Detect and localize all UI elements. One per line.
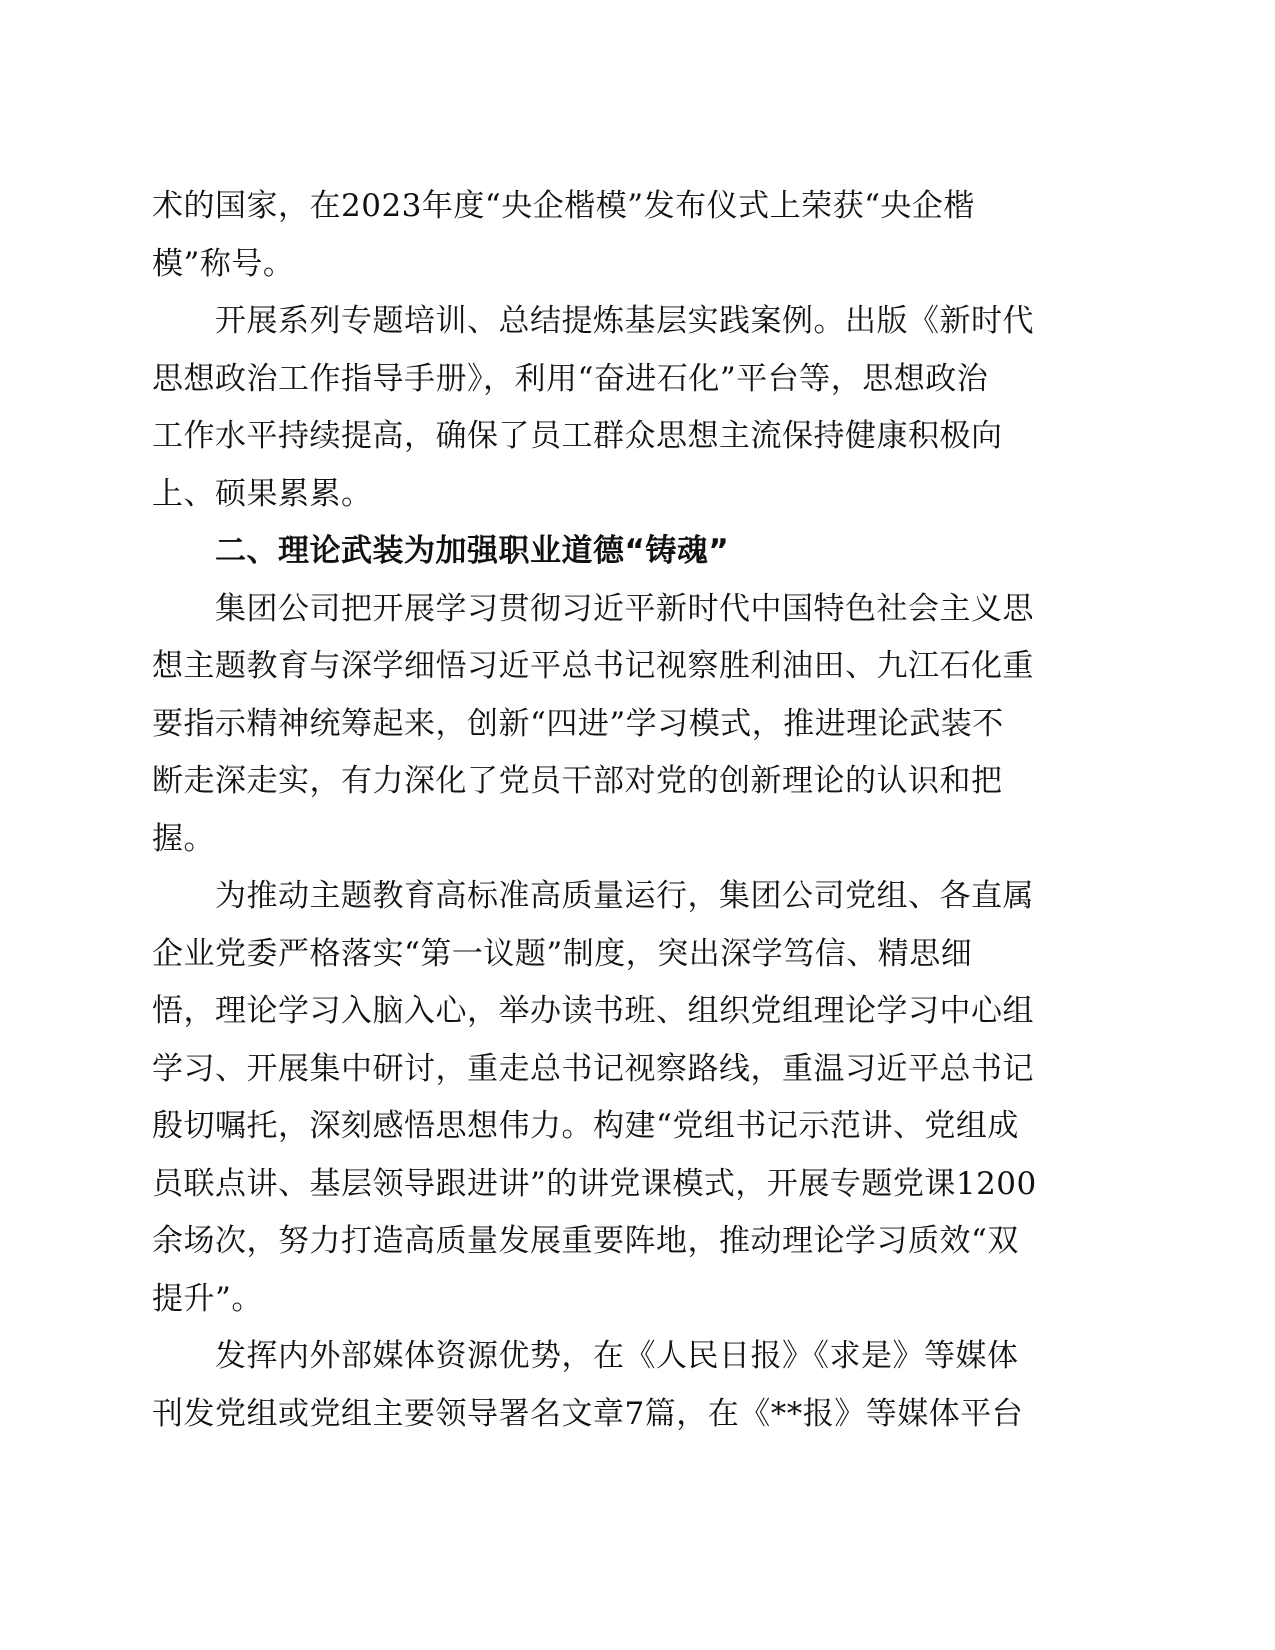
- paragraph-start-line: 集团公司把开展学习贯彻习近平新时代中国特色社会主义思: [215, 590, 1034, 627]
- paragraph-start-line: 开展系列专题培训、总结提炼基层实践案例。出版《新时代: [215, 303, 1034, 339]
- text-line: 悟，理论学习入脑入心，举办读书班、组织党组理论学习中心组: [152, 993, 1034, 1029]
- document-body: [152, 178, 1092, 1443]
- text-line: 提升”。: [152, 1280, 263, 1317]
- text-line: 刊发党组或党组主要领导署名文章7篇，在《**报》等媒体平台: [152, 1395, 1024, 1432]
- paragraph-start-line: 为推动主题教育高标准高质量运行，集团公司党组、各直属: [215, 878, 1034, 914]
- text-line: 员联点讲、基层领导跟进讲”的讲党课模式，开展专题党课1200: [152, 1165, 1037, 1202]
- paragraph-start-line: 发挥内外部媒体资源优势，在《人民日报》《求是》等媒体: [215, 1338, 1019, 1374]
- text-line: 握。: [152, 820, 215, 857]
- text-line: 要指示精神统筹起来，创新“四进”学习模式，推进理论武装不: [152, 705, 1004, 742]
- text-line: 学习、开展集中研讨，重走总书记视察路线，重温习近平总书记: [152, 1050, 1034, 1087]
- text-line: 想主题教育与深学细悟习近平总书记视察胜利油田、九江石化重: [152, 648, 1034, 684]
- text-line: 模”称号。: [152, 245, 295, 282]
- text-line: 术的国家，在2023年度“央企楷模”发布仪式上荣获“央企楷: [152, 188, 975, 224]
- text-line: 思想政治工作指导手册》，利用“奋进石化”平台等，思想政治: [152, 360, 989, 397]
- section-heading: 二、理论武装为加强职业道德“铸魂”: [215, 533, 730, 569]
- text-line: 殷切嘱托，深刻感悟思想伟力。构建“党组书记示范讲、党组成: [152, 1108, 1019, 1144]
- text-line: 余场次，努力打造高质量发展重要阵地，推动理论学习质效“双: [152, 1223, 1019, 1259]
- text-line: 工作水平持续提高，确保了员工群众思想主流保持健康积极向: [152, 418, 1003, 454]
- text-line: 上、硕果累累。: [152, 475, 373, 512]
- text-line: 断走深走实，有力深化了党员干部对党的创新理论的认识和把: [152, 763, 1003, 799]
- text-line: 企业党委严格落实“第一议题”制度，突出深学笃信、精思细: [152, 935, 973, 972]
